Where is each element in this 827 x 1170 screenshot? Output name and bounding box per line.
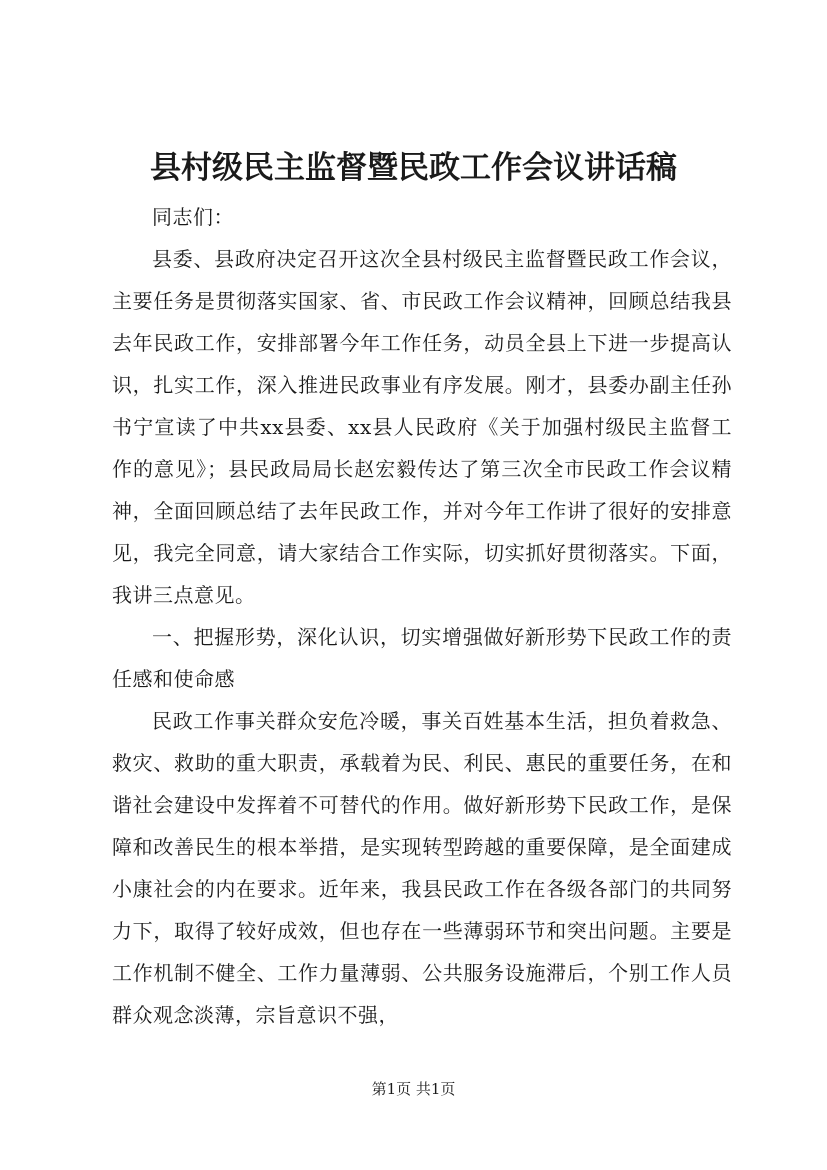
paragraph-intro: 县委、县政府决定召开这次全县村级民主监督暨民政工作会议，主要任务是贯彻落实国家、省、市民政工作会议精神，回顾总结我县去年民政工作，安排部署今年工作任务，动员全县上下进一步提高认识，扎实工作，深入推进民政事业有序发展。刚才，县委办副主任孙书宁宣读了中共xx县委、xx县人民政府《关于加强村级民主监督工作的意见》；县民政局局长赵宏毅传达了第三次全市民政工作会议精神，全面回顾总结了去年民政工作，并对今年工作讲了很好的安排意见，我完全同意，请大家结合工作实际，切实抓好贯彻落实。下面，我讲三点意见。 <box>112 247 732 607</box>
document-body <box>112 196 732 1036</box>
document-title: 县村级民主监督暨民政工作会议讲话稿 <box>150 150 677 186</box>
section-heading-1: 一、把握形势，深化认识，切实增强做好新形势下民政工作的责任感和使命感 <box>112 625 732 691</box>
page-number-footer: 第1页 共1页 <box>371 1080 456 1098</box>
paragraph-section-1: 民政工作事关群众安危冷暖，事关百姓基本生活，担负着救急、救灾、救助的重大职责，承载着为民、利民、惠民的重要任务，在和谐社会建设中发挥着不可替代的作用。做好新形势下民政工作，是保障和改善民生的根本举措，是实现转型跨越的重要保障，是全面建成小康社会的内在要求。近年来，我县民政工作在各级各部门的共同努力下，取得了较好成效，但也存在一些薄弱环节和突出问题。主要是工作机制不健全、工作力量薄弱、公共服务设施滞后，个别工作人员群众观念淡薄，宗旨意识不强， <box>112 709 732 1027</box>
salutation: 同志们： <box>152 205 234 229</box>
